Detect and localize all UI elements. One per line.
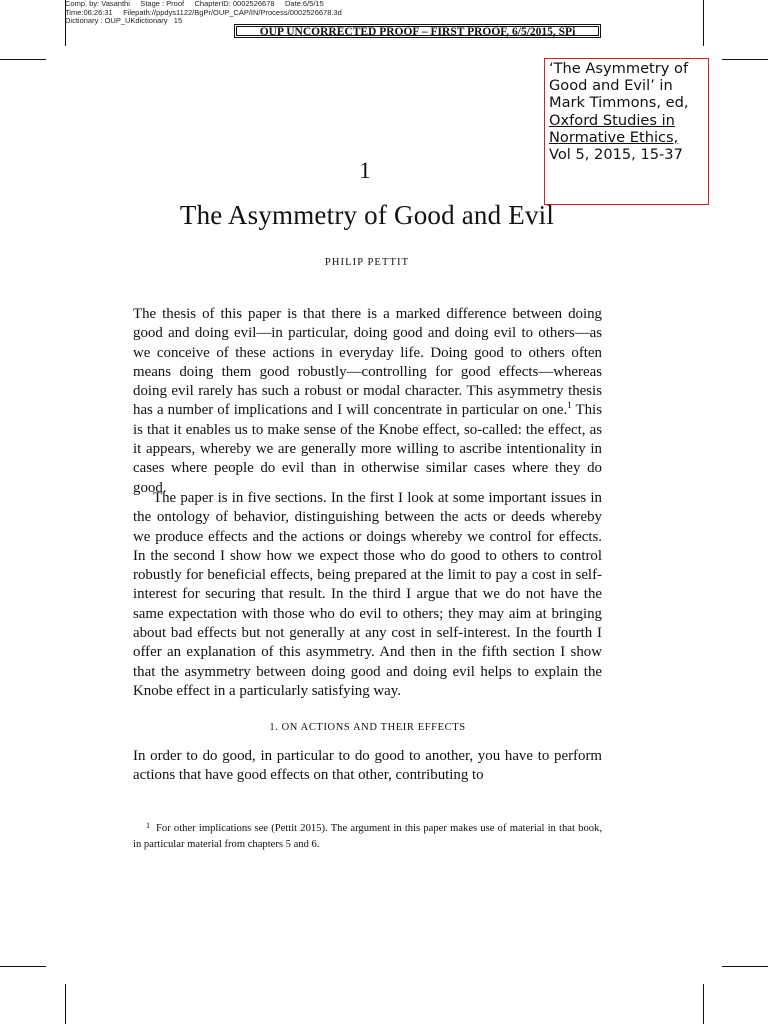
crop-mark-right-upper bbox=[722, 59, 768, 60]
meta-line: Comp. by: Vasanthi Stage : Proof ChapterID: 0002526678 Date:6/5/15 bbox=[65, 0, 324, 8]
crop-mark-left-upper bbox=[0, 59, 46, 60]
section-heading: 1. ON ACTIONS AND THEIR EFFECTS bbox=[269, 722, 466, 733]
paragraph-text: This is that it enables us to make sense of the Knobe effect, so-called: the effect, as it appears, whereby we are generally more willing to ascribe intentionality in cases where people do evil than in otherwise similar cases where they do good. bbox=[133, 402, 602, 496]
crop-mark-left-lower bbox=[0, 966, 46, 967]
proof-label: OUP UNCORRECTED PROOF – FIRST PROOF, 6/5/2015, SPi bbox=[259, 26, 576, 38]
body-paragraph: The paper is in five sections. In the first I look at some important issues in the ontology of behavior, distinguishing between the acts or deeds whereby we produce effects and the actions or doings whereby we control for effects. In the second I show how we expect those who do good to others to control robustly for beneficial effects, being prepared at the limit to pay a cost in self-interest for securing that result. In the third I argue that we do not have the same expectation with those who do evil to others; they may aim at bringing about bad effects but not generally at any cost in self-interest. In the fourth I offer an explanation of this asymmetry. And then in the fifth section I show that the asymmetry between doing good and doing evil helps to explain the Knobe effect in a particularly satisfying way. bbox=[133, 490, 602, 699]
crop-mark-right-lower bbox=[722, 966, 768, 967]
body-paragraph bbox=[133, 305, 602, 498]
citation-journal-line[interactable]: Normative Ethics, bbox=[549, 128, 679, 146]
footnote bbox=[133, 818, 602, 852]
chapter-title: The Asymmetry of Good and Evil bbox=[179, 200, 555, 230]
proof-metadata bbox=[65, 0, 342, 26]
chapter-number: 1 bbox=[359, 158, 371, 183]
crop-mark-bottom-right bbox=[703, 984, 704, 1024]
citation-line: Vol 5, 2015, 15-37 bbox=[549, 146, 683, 164]
meta-line: Time:06:26:31 Filepath://ppdys1122/BgPr/OUP_CAP/IN/Process/0002526678.3d bbox=[65, 7, 342, 17]
citation-line: ‘The Asymmetry of bbox=[549, 60, 689, 77]
citation-journal-line[interactable]: Oxford Studies in bbox=[549, 111, 675, 129]
footnote-reference[interactable]: 1 bbox=[567, 400, 572, 411]
body-paragraph: In order to do good, in particular to do good to another, you have to perform actions that have good effects on that other, contributing to bbox=[133, 748, 602, 784]
proof-banner bbox=[234, 24, 601, 38]
paragraph-text: The thesis of this paper is that there is a marked difference between doing good and doing evil—in particular, doing good and doing evil to others—as we conceive of these actions in everyday life. Doing good to others often means doing them good robustly—controlling for good effects—whereas doing evil rarely has such a robust or modal character. This asymmetry thesis has a number of implications and I will concentrate in particular on one. bbox=[133, 306, 602, 419]
crop-mark-bottom-left bbox=[65, 984, 66, 1024]
footnote-mark: 1 bbox=[146, 821, 150, 830]
chapter-author: PHILIP PETTIT bbox=[324, 257, 410, 268]
footnote-text: For other implications see (Pettit 2015). The argument in this paper makes use of material in that book, in particular material from chapters 5 and 6. bbox=[133, 823, 602, 850]
crop-mark-top-right bbox=[703, 0, 704, 46]
meta-line: Dictionary : OUP_UKdictionary 15 bbox=[65, 16, 183, 26]
citation-line: Mark Timmons, ed, bbox=[549, 94, 689, 112]
citation-line: Good and Evil’ in bbox=[549, 77, 673, 95]
